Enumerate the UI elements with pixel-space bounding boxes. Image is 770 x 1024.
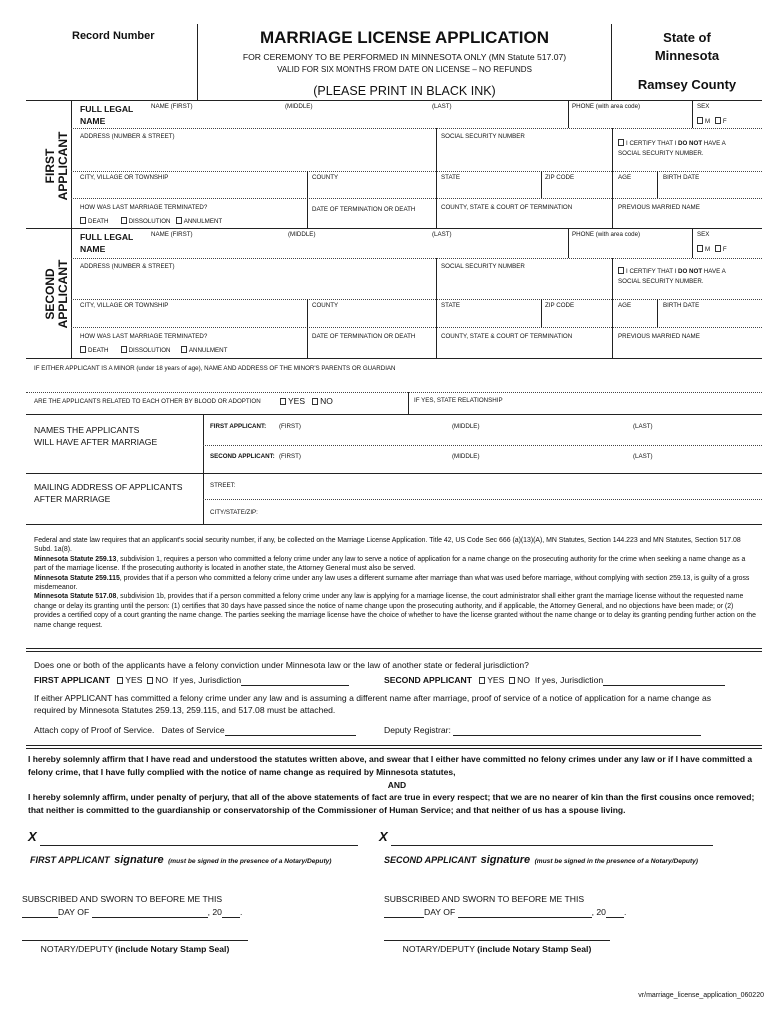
felony-first-yes-checkbox[interactable]	[117, 677, 123, 684]
names-after-second-label: SECOND APPLICANT:	[210, 453, 275, 460]
first-signature-line[interactable]	[40, 845, 358, 846]
second-notary-line[interactable]	[384, 940, 610, 941]
age-field[interactable]: AGE	[618, 174, 632, 181]
names-after-second-last[interactable]: (LAST)	[633, 453, 653, 460]
form-subtitle-1: FOR CEREMONY TO BE PERFORMED IN MINNESOTA ONLY (MN Statute 517.07)	[242, 52, 567, 62]
second-day-field[interactable]	[384, 917, 424, 918]
second-x-mark: X	[379, 829, 388, 844]
state-name: Minnesota	[654, 48, 720, 63]
print-note: (PLEASE PRINT IN BLACK INK)	[313, 84, 496, 98]
names-after-first-first[interactable]: (FIRST)	[279, 423, 301, 430]
sex-m-checkbox[interactable]	[697, 117, 703, 124]
second-year-field[interactable]	[606, 917, 624, 918]
related-question: ARE THE APPLICANTS RELATED TO EACH OTHER BY BLOOD OR ADOPTION	[34, 398, 261, 405]
deputy-registrar-field[interactable]	[453, 735, 701, 736]
ssn-field[interactable]: SOCIAL SECURITY NUMBER	[441, 133, 525, 140]
full-legal-name-label: FULL LEGAL NAME	[80, 104, 134, 127]
mailing-street-field[interactable]: STREET:	[210, 482, 236, 489]
first-month-field[interactable]	[92, 917, 208, 918]
footer-form-id: vr/marriage_license_application_060220	[638, 992, 764, 999]
annulment-checkbox[interactable]	[176, 217, 182, 224]
second-notary-label: NOTARY/DEPUTY (include Notary Stamp Seal)	[402, 944, 592, 954]
how-terminated-label: HOW WAS LAST MARRIAGE TERMINATED?	[80, 204, 208, 211]
form-title: MARRIAGE LICENSE APPLICATION	[259, 28, 549, 47]
felony-first-applicant[interactable]: FIRST APPLICANT YES NO If yes, Jurisdiction	[34, 675, 349, 686]
first-signature-label: FIRST APPLICANT signature (must be signed in the presence of a Notary/Deputy)	[30, 854, 332, 866]
name-last-field[interactable]: (LAST)	[432, 103, 452, 110]
record-number-label: Record Number	[72, 30, 155, 42]
state-field-2[interactable]: STATE	[441, 302, 461, 309]
first-applicant-section-label: FIRST APPLICANT	[43, 131, 70, 201]
city-field[interactable]: CITY, VILLAGE OR TOWNSHIP	[80, 174, 169, 181]
state-label: State of	[663, 30, 711, 45]
second-signature-label: SECOND APPLICANT signature (must be signed in the presence of a Notary/Deputy)	[384, 854, 699, 866]
full-legal-name-label-2: FULL LEGAL NAME	[80, 232, 134, 255]
form-subtitle-2: VALID FOR SIX MONTHS FROM DATE ON LICENSE – NO REFUNDS	[277, 65, 532, 74]
date-termination-field[interactable]: DATE OF TERMINATION OR DEATH	[312, 206, 416, 213]
sex-m-checkbox-2[interactable]	[697, 245, 703, 252]
birth-date-field-2[interactable]: BIRTH DATE	[663, 302, 700, 309]
phone-field[interactable]: PHONE (with area code)	[572, 103, 641, 110]
death-checkbox-2[interactable]	[80, 346, 86, 353]
first-subscribed-text: SUBSCRIBED AND SWORN TO BEFORE ME THIS	[22, 894, 223, 904]
related-yes-no[interactable]: YES NO	[280, 396, 333, 406]
felony-second-yes-checkbox[interactable]	[479, 677, 485, 684]
age-field-2[interactable]: AGE	[618, 302, 632, 309]
first-x-mark: X	[28, 829, 37, 844]
annulment-checkbox-2[interactable]	[181, 346, 187, 353]
city-field-2[interactable]: CITY, VILLAGE OR TOWNSHIP	[80, 302, 169, 309]
birth-date-field[interactable]: BIRTH DATE	[663, 174, 700, 181]
felony-second-jurisdiction-field[interactable]	[603, 685, 725, 686]
mailing-address-label: MAILING ADDRESS OF APPLICANTS AFTER MARRIAGE	[34, 482, 183, 505]
second-subscribed-text: SUBSCRIBED AND SWORN TO BEFORE ME THIS	[384, 894, 585, 904]
first-notary-line[interactable]	[22, 940, 248, 941]
minor-guardian-field[interactable]: IF EITHER APPLICANT IS A MINOR (under 18 years of age), NAME AND ADDRESS OF THE MINOR'S PARENTS OR GUARDIAN	[34, 365, 396, 372]
second-signature-line[interactable]	[391, 845, 713, 846]
court-termination-field[interactable]: COUNTY, STATE & COURT OF TERMINATION	[441, 204, 573, 211]
felony-second-applicant[interactable]: SECOND APPLICANT YES NO If yes, Jurisdiction	[384, 675, 725, 686]
sex-options[interactable]: M F	[697, 117, 727, 125]
felony-note: If either APPLICANT has committed a felony crime under any law and is assuming a different name after marriage, proof of service of a notice of application for a name change as required by Minnesota Statutes 259.13, 259.115, and 517.08 must be attached.	[34, 693, 712, 716]
name-first-field-2[interactable]: NAME (FIRST)	[151, 231, 193, 238]
relationship-field[interactable]: IF YES, STATE RELATIONSHIP	[414, 397, 503, 404]
previous-name-field-2[interactable]: PREVIOUS MARRIED NAME	[618, 333, 700, 340]
zip-field[interactable]: ZIP CODE	[545, 174, 575, 181]
zip-field-2[interactable]: ZIP CODE	[545, 302, 575, 309]
felony-second-no-checkbox[interactable]	[509, 677, 515, 684]
ssn-field-2[interactable]: SOCIAL SECURITY NUMBER	[441, 263, 525, 270]
sex-label-2: SEX	[697, 231, 710, 238]
no-ssn-checkbox[interactable]	[618, 139, 624, 146]
county-field-2[interactable]: COUNTY	[312, 302, 339, 309]
first-day-field[interactable]	[22, 917, 58, 918]
first-year-field[interactable]	[222, 917, 240, 918]
sex-f-checkbox-2[interactable]	[715, 245, 721, 252]
county-field[interactable]: COUNTY	[312, 174, 339, 181]
felony-question: Does one or both of the applicants have a felony conviction under Minnesota law or the law of another state or federal jurisdiction?	[34, 660, 529, 670]
death-checkbox[interactable]	[80, 217, 86, 224]
termination-options[interactable]: DEATH DISSOLUTION ANNULMENT	[80, 217, 222, 225]
dissolution-checkbox-2[interactable]	[121, 346, 127, 353]
no-ssn-certify[interactable]: I CERTIFY THAT I DO NOT HAVE A SOCIAL SECURITY NUMBER.	[618, 140, 726, 157]
previous-name-field[interactable]: PREVIOUS MARRIED NAME	[618, 204, 700, 211]
sex-label: SEX	[697, 103, 710, 110]
second-month-field[interactable]	[458, 917, 592, 918]
related-no-checkbox[interactable]	[312, 398, 318, 405]
how-terminated-label-2: HOW WAS LAST MARRIAGE TERMINATED?	[80, 333, 208, 340]
names-after-first-label: FIRST APPLICANT:	[210, 423, 267, 430]
sex-options-2[interactable]: M F	[697, 245, 727, 253]
address-field[interactable]: ADDRESS (NUMBER & STREET)	[80, 133, 175, 140]
felony-first-jurisdiction-field[interactable]	[241, 685, 349, 686]
county-name: Ramsey County	[637, 77, 737, 92]
first-day-of-row: DAY OF , 20 .	[22, 907, 242, 918]
names-after-second-middle[interactable]: (MIDDLE)	[452, 453, 480, 460]
affirmation-text: I hereby solemnly affirm that I have read and understood the statutes written above, and swear that I either have committed no felony crimes under any law or if I have committed a felony crime, that I have fully complied with the notice of name change as required by Minnesota statutes, AND I hereby solemnly affirm, under penalty of perjury, that all of the above statements of fact are true in every respect; that we are no nearer of kin than the first cousins once removed; that neither is committed to the guardianship or conservatorship of the Commissioner of Human Service; and that neither of us has a spouse living.	[28, 754, 755, 815]
names-after-label: NAMES THE APPLICANTS WILL HAVE AFTER MARRIAGE	[34, 425, 158, 448]
sex-f-checkbox[interactable]	[715, 117, 721, 124]
second-day-of-row: DAY OF , 20 .	[384, 907, 626, 918]
phone-field-2[interactable]: PHONE (with area code)	[572, 231, 641, 238]
legal-notice: Federal and state law requires that an applicant's social security number, if any, be collected on the Marriage License Application. Title 42, US Code Sec 666 (a)(13)(A), MN Statutes, Section 144.223 and MN Statutes, Section 517.08 Subd. 1a(8). Minnesota Statute 259.13, subdivision 1, requires a person who committed a felony crime under any law to serve a notice of application for a name change on the prosecuting authority for the crime when seeking a name change as a part of the marriage license. If the prosecuting authority is located in another state, the Attorney General must also be served. Minnesota Statute 259.115, provides that if a person who committed a felony crime under any law uses a different surname after marriage than what was used before marriage, without complying with section 259.13, is guilty of a gross misdemeanor. Minnesota Statute 517.08, subdivision 1b, provides that if a person committed a felony crime under any law is applying for a marriage license, the court administrator shall either grant the marriage license without the requested name change or delay its granting until the person: (1) certifies that 30 days have passed since the notice of name change upon the prosecuting authority, and if applicable, the Attorney General, and no objections have been made; or (2) provides a certified copy of a court granting the name change. The parties seeking the marriage license have the choice of whether to have the license granted without the name change or to delay its granting pending further action on the name change request.	[34, 537, 756, 629]
termination-options-2[interactable]: DEATH DISSOLUTION ANNULMENT	[80, 346, 227, 354]
dissolution-checkbox[interactable]	[121, 217, 127, 224]
deputy-registrar-row: Deputy Registrar:	[384, 725, 701, 736]
name-middle-field-2[interactable]: (MIDDLE)	[288, 231, 316, 238]
no-ssn-checkbox-2[interactable]	[618, 267, 624, 274]
name-first-field[interactable]: NAME (FIRST)	[151, 103, 193, 110]
mailing-city-field[interactable]: CITY/STATE/ZIP:	[210, 509, 258, 516]
felony-first-no-checkbox[interactable]	[147, 677, 153, 684]
state-field[interactable]: STATE	[441, 174, 461, 181]
date-termination-field-2[interactable]: DATE OF TERMINATION OR DEATH	[312, 333, 416, 340]
second-applicant-section-label: SECOND APPLICANT	[43, 259, 70, 329]
names-after-second-first[interactable]: (FIRST)	[279, 453, 301, 460]
name-last-field-2[interactable]: (LAST)	[432, 231, 452, 238]
name-middle-field[interactable]: (MIDDLE)	[285, 103, 313, 110]
court-termination-field-2[interactable]: COUNTY, STATE & COURT OF TERMINATION	[441, 333, 573, 340]
no-ssn-certify-2[interactable]: I CERTIFY THAT I DO NOT HAVE A SOCIAL SECURITY NUMBER.	[618, 268, 726, 285]
related-yes-checkbox[interactable]	[280, 398, 286, 405]
names-after-first-middle[interactable]: (MIDDLE)	[452, 423, 480, 430]
names-after-first-last[interactable]: (LAST)	[633, 423, 653, 430]
address-field-2[interactable]: ADDRESS (NUMBER & STREET)	[80, 263, 175, 270]
dates-of-service-field[interactable]	[225, 735, 356, 736]
proof-of-service-row: Attach copy of Proof of Service. Dates of Service	[34, 725, 356, 736]
first-notary-label: NOTARY/DEPUTY (include Notary Stamp Seal)	[40, 944, 230, 954]
